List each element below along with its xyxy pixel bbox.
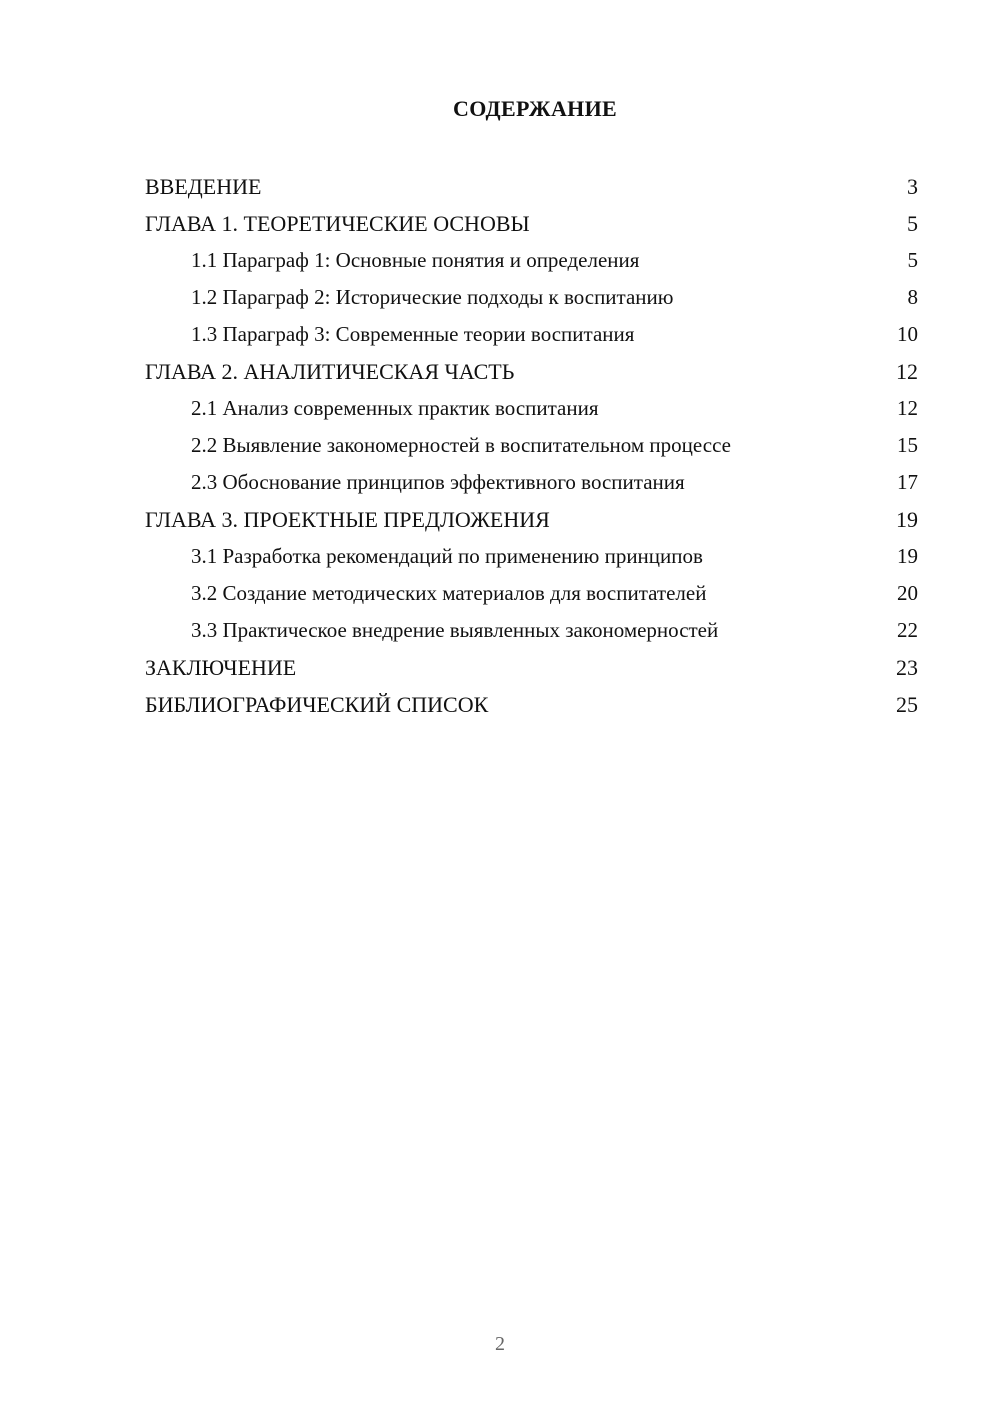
page-number: 2: [495, 1333, 505, 1355]
toc-entry-text: 3.3 Практическое внедрение выявленных закономерностей: [191, 618, 719, 642]
toc-entry-text: 2.2 Выявление закономерностей в воспитательном процессе: [191, 433, 731, 457]
toc-entry-page: 10: [897, 322, 918, 346]
toc-entry-introduction: [145, 168, 918, 205]
toc-entry-section-2-1: [145, 390, 918, 427]
toc-entry-page: 8: [907, 285, 918, 309]
toc-entry-section-1-2: [145, 279, 918, 316]
toc-entry-section-3-1: [145, 538, 918, 575]
toc-entry-page: 3: [907, 174, 918, 199]
toc-entry-section-3-2: [145, 575, 918, 612]
toc-entry-text: ГЛАВА 1. ТЕОРЕТИЧЕСКИЕ ОСНОВЫ: [145, 211, 530, 236]
toc-entry-section-2-3: [145, 464, 918, 501]
toc-entry-section-3-3: [145, 612, 918, 649]
toc-entry-text: ГЛАВА 2. АНАЛИТИЧЕСКАЯ ЧАСТЬ: [145, 359, 515, 384]
toc-entry-text: ГЛАВА 3. ПРОЕКТНЫЕ ПРЕДЛОЖЕНИЯ: [145, 507, 550, 532]
toc-entry-text: ВВЕДЕНИЕ: [145, 174, 262, 199]
toc-entry-page: 5: [907, 248, 918, 272]
toc-entry-bibliography: [145, 686, 918, 723]
toc-entry-page: 23: [896, 655, 918, 680]
toc-entry-section-1-3: [145, 316, 918, 353]
toc-entry-chapter-3: [145, 501, 918, 538]
toc-entry-page: 22: [897, 618, 918, 642]
toc-entry-section-2-2: [145, 427, 918, 464]
toc-entry-page: 25: [896, 692, 918, 717]
toc-entry-page: 12: [896, 359, 918, 384]
toc-entry-chapter-1: [145, 205, 918, 242]
toc-entry-text: 1.3 Параграф 3: Современные теории воспитания: [191, 322, 635, 346]
toc-entry-text: БИБЛИОГРАФИЧЕСКИЙ СПИСОК: [145, 692, 489, 717]
toc-entry-text: 1.1 Параграф 1: Основные понятия и определения: [191, 248, 640, 272]
toc-entry-page: 12: [897, 396, 918, 420]
toc-entry-page: 15: [897, 433, 918, 457]
toc-entry-page: 19: [896, 507, 918, 532]
toc-entry-page: 19: [897, 544, 918, 568]
toc-entry-chapter-2: [145, 353, 918, 390]
toc-entry-text: 2.1 Анализ современных практик воспитания: [191, 396, 599, 420]
toc-entry-text: 3.2 Создание методических материалов для воспитателей: [191, 581, 707, 605]
toc-title: СОДЕРЖАНИЕ: [453, 96, 617, 121]
toc-entry-page: 20: [897, 581, 918, 605]
toc-entry-text: 1.2 Параграф 2: Исторические подходы к воспитанию: [191, 285, 674, 309]
toc-entry-section-1-1: [145, 242, 918, 279]
toc-entry-text: 3.1 Разработка рекомендаций по применению принципов: [191, 544, 703, 568]
toc-entry-text: ЗАКЛЮЧЕНИЕ: [145, 655, 297, 680]
toc-entry-text: 2.3 Обоснование принципов эффективного воспитания: [191, 470, 685, 494]
toc-entry-page: 5: [907, 211, 918, 236]
toc-entry-page: 17: [897, 470, 918, 494]
toc-list: [145, 168, 918, 723]
toc-entry-conclusion: [145, 649, 918, 686]
